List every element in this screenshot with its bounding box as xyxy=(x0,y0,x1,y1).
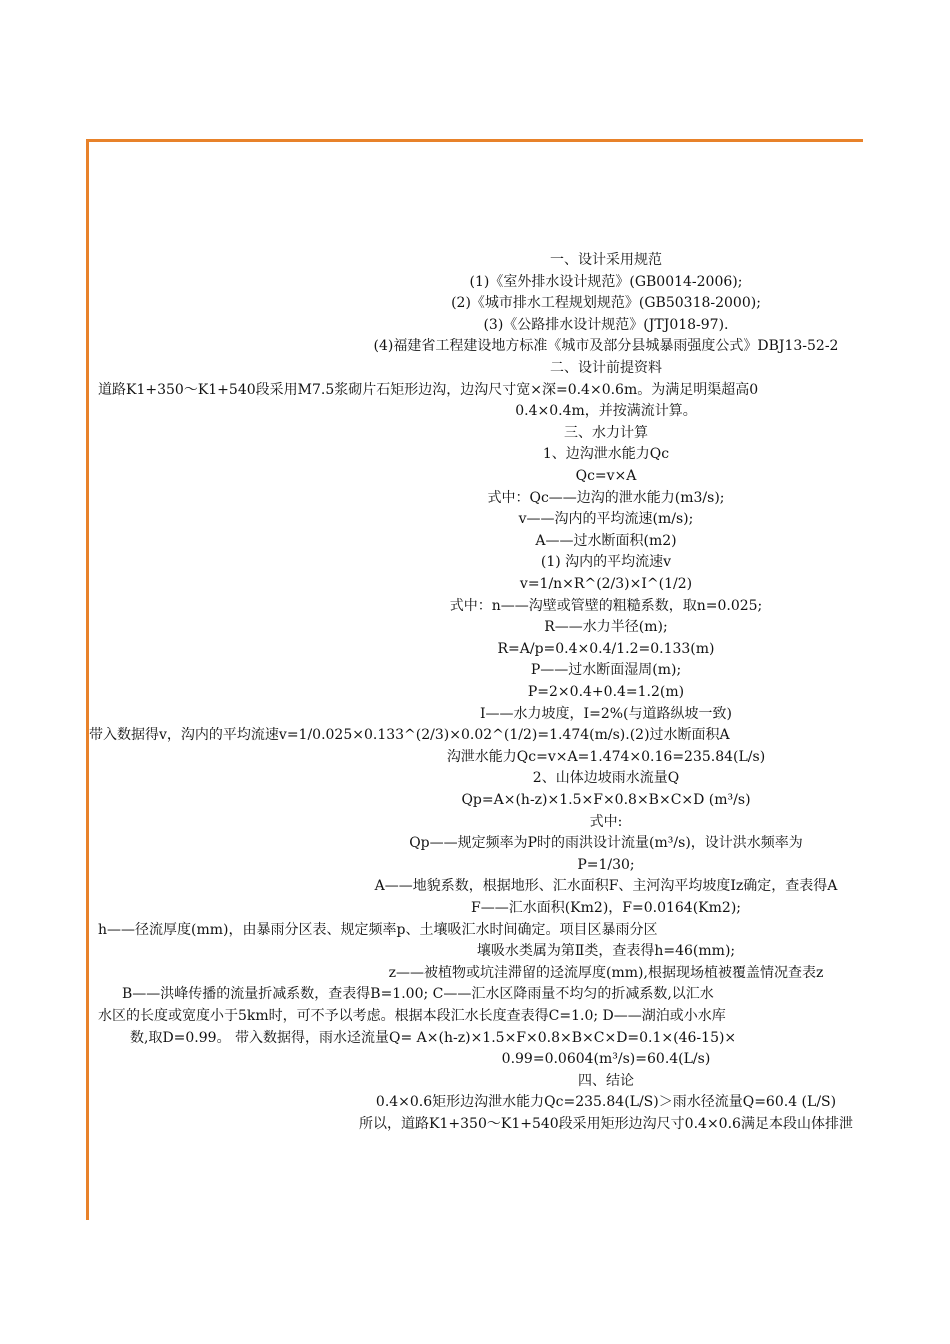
subheading-runoff: 2、山体边坡雨水流量Q xyxy=(532,770,680,787)
runoff-result: 数,取D=0.99。 带入数据得，雨水迳流量Q= A×(h-z)×1.5×F×0.8×B×C×D=0.1×(46-15)× xyxy=(130,1029,737,1046)
heading-design-data: 二、设计前提资料 xyxy=(550,360,662,376)
formula-explanation: A——过水断面积(m2) xyxy=(535,532,677,549)
formula-explanation: v——沟内的平均流速(m/s); xyxy=(518,511,694,528)
spec-line: (4)福建省工程建设地方标准《城市及部分县城暴雨强度公式》DBJ13-52-2 xyxy=(373,338,839,355)
design-data-text: 0.4×0.4m，并按满流计算。 xyxy=(515,403,697,420)
spec-line: (2)《城市排水工程规划规范》(GB50318-2000); xyxy=(451,295,761,312)
formula-explanation: I——水力坡度，I=2%(与道路纵坡一致) xyxy=(480,705,732,722)
formula-line: Qc=v×A xyxy=(575,468,637,484)
spec-line: (3)《公路排水设计规范》(JTJ018-97). xyxy=(483,316,729,333)
heading-hydraulics: 三、水力计算 xyxy=(564,424,648,441)
formula-explanation: Qp——规定频率为P时的雨洪设计流量(m³/s)，设计洪水频率为 xyxy=(409,835,803,852)
formula-line: v=1/n×R^(2/3)×I^(1/2) xyxy=(519,576,693,592)
formula-explanation: 式中: xyxy=(589,813,623,830)
subheading-velocity: (1) 沟内的平均流速v xyxy=(540,554,672,571)
conclusion-text: 所以，道路K1+350～K1+540段采用矩形边沟尺寸0.4×0.6满足本段山体排泄 xyxy=(359,1116,853,1132)
calculation-sheet xyxy=(89,250,863,1150)
capacity-result: 沟泄水能力Qc=v×A=1.474×0.16=235.84(L/s) xyxy=(446,748,766,765)
spec-line: (1)《室外排水设计规范》(GB0014-2006); xyxy=(469,273,743,290)
formula-line: R=A/p=0.4×0.4/1.2=0.133(m) xyxy=(497,640,715,657)
design-data-text: 道路K1+350～K1+540段采用M7.5浆砌片石矩形边沟，边沟尺寸宽×深=0.4×0.6m。为满足明渠超高0 xyxy=(98,381,759,398)
frame-top-border xyxy=(86,139,863,142)
formula-explanation: R——水力半径(m); xyxy=(544,619,668,636)
formula-line: Qp=A×(h-z)×1.5×F×0.8×B×C×D (m³/s) xyxy=(461,792,751,808)
formula-explanation: 水区的长度或宽度小于5km时，可不予以考虑。根据本段汇水长度查表得C=1.0; D——湖泊或小水库 xyxy=(98,1008,726,1024)
formula-explanation: h——径流厚度(mm)，由暴雨分区表、规定频率p、土壤吸汇水时间确定。项目区暴雨分区 xyxy=(98,921,658,938)
formula-explanation: A——地貌系数，根据地形、汇水面积F、主河沟平均坡度Iz确定，查表得A xyxy=(374,878,838,895)
formula-explanation: B——洪峰传播的流量折减系数，查表得B=1.00; C——汇水区降雨量不均匀的折减系数,以汇水 xyxy=(122,986,714,1003)
formula-explanation: 壤吸水类属为第Ⅱ类，查表得h=46(mm); xyxy=(476,943,736,960)
runoff-result: 0.99=0.0604(m³/s)=60.4(L/s) xyxy=(501,1051,711,1068)
velocity-result: 带入数据得v，沟内的平均流速v=1/0.025×0.133^(2/3)×0.02^(1/2)=1.474(m/s).(2)过水断面积A xyxy=(89,727,730,744)
formula-explanation: F——汇水面积(Km2)，F=0.0164(Km2); xyxy=(471,900,741,916)
formula-explanation: P=1/30; xyxy=(577,856,635,873)
subheading-capacity: 1、边沟泄水能力Qc xyxy=(542,446,670,463)
formula-explanation: 式中：Qc——边沟的泄水能力(m3/s); xyxy=(487,489,725,506)
formula-explanation: 式中：n——沟壁或管壁的粗糙系数，取n=0.025; xyxy=(449,597,763,614)
formula-explanation: P——过水断面湿周(m); xyxy=(530,662,682,679)
formula-explanation: z——被植物或坑洼滞留的迳流厚度(mm),根据现场植被覆盖情况查表z xyxy=(388,964,824,981)
heading-specs: 一、设计采用规范 xyxy=(550,252,662,268)
formula-line: P=2×0.4+0.4=1.2(m) xyxy=(527,684,685,700)
conclusion-text: 0.4×0.6矩形边沟泄水能力Qc=235.84(L/S)＞雨水径流量Q=60.4 (L/S) xyxy=(375,1094,837,1111)
heading-conclusion: 四、结论 xyxy=(578,1072,634,1089)
